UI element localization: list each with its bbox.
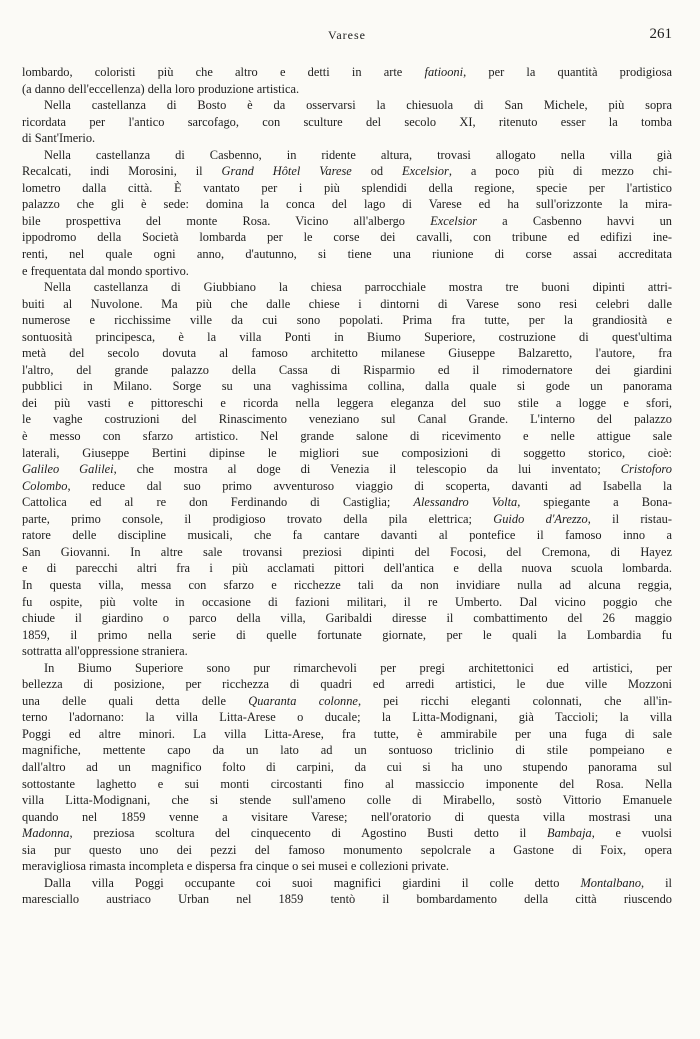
text-line: lometro dalla città. È vantato per i più splendidi della regione, specie per l'artistico xyxy=(22,180,672,195)
text-line: sottratta all'oppressione straniera. xyxy=(22,644,188,659)
text-line: fu ospite, più volte in occasione di fazioni militari, il re Umberto. Dal vicino poggio che xyxy=(22,594,672,609)
page-number: 261 xyxy=(649,26,672,42)
text-line: (a danno dell'eccellenza) della loro produzione artistica. xyxy=(22,81,300,96)
text-line: Madonna, preziosa scoltura del cinquecento di Agostino Busti detto il Bambaja, e vuolsi xyxy=(22,826,672,841)
text-line: Nella castellanza di Bosto è da osservarsi la chiesuola di San Michele, più sopra xyxy=(44,98,672,113)
text-line: laterali, Giuseppe Bertini dipinse le migliori sue composizioni di soggetto storico, cioè: xyxy=(22,445,672,460)
paragraph xyxy=(22,147,672,279)
text-line: Colombo, reduce dal suo primo avventuroso viaggio di scoperta, davanti ad Isabella la xyxy=(22,478,672,493)
text-line: dei più vasti e pittoreschi e ricorda nella leggera eleganza del suo stile a logge e sfori, xyxy=(22,395,672,410)
text-line: sia pur questo uno dei pezzi del famoso monumento sepolcrale a Gastone di Foix, opera xyxy=(22,842,672,857)
paragraph xyxy=(22,97,672,147)
text-line: numerose e ricchissime ville da cui sono popolati. Prima fra tutte, per la grandiosità e xyxy=(22,313,672,328)
text-line: buiti al Nuvolone. Ma più che dalle chiese i dintorni di Varese sono resi celebri dalle xyxy=(22,296,672,311)
text-line: Recalcati, indi Morosini, il Grand Hôtel Varese od Excelsior, a poco più di mezzo chi- xyxy=(22,164,673,179)
italic-text: Cristoforo xyxy=(620,462,672,477)
italic-text: Quaranta colonne xyxy=(248,693,358,708)
italic-text: Colombo xyxy=(22,478,68,493)
text-line: bellezza di posizione, per ricchezza di quadri ed arredi artistici, le due ville Mozzoni xyxy=(22,677,672,692)
text-line: In questa villa, messa con sfarzo e ricchezze tali da non invidiare nulla ad alcuna reggia, xyxy=(22,577,672,592)
text-line: bile prospettiva del monte Rosa. Vicino all'albergo Excelsior a Casbenno havvi un xyxy=(22,213,672,228)
text-line: le vaghe costruzioni del Rinascimento veneziano sul Canal Grande. L'interno del palazzo xyxy=(22,412,672,427)
italic-text: Guido d'Arezzo xyxy=(493,511,588,526)
italic-text: Grand Hôtel Varese xyxy=(221,164,352,179)
text-line: è messo con sfarzo artistico. Nel grande salone di ricevimento e nelle attigue sale xyxy=(22,429,672,444)
text-line: terno l'adornano: la villa Litta-Arese o ducale; la Litta-Modignani, già Taccioli; la villa xyxy=(22,710,672,725)
text-line: San Giovanni. In altre sale trovansi preziosi dipinti del Focosi, del Cremona, di Hayez xyxy=(22,544,672,559)
paragraph xyxy=(22,64,672,97)
text-line: e di parecchi altri fra i più acclamati pittori dell'antica e della nuova scuola lombarda. xyxy=(22,561,672,576)
italic-text: Madonna xyxy=(22,826,70,841)
text-line: e frequentata dal mondo sportivo. xyxy=(22,263,189,278)
paragraph xyxy=(22,875,672,908)
text-line: villa Litta-Modignani, che si stende sull'ameno colle di Mirabello, sostò Vittorio Emanuele xyxy=(22,793,672,808)
text-line: ratore delle discipline musicali, che fa cantare davanti al pontefice il famoso inno a xyxy=(22,528,672,543)
text-line: lombardo, coloristi più che altro e detti in arte fatiooni, per la quantità prodigiosa xyxy=(22,65,672,79)
running-header xyxy=(22,26,672,48)
body-text xyxy=(22,64,672,908)
text-line: Cattolica ed al re don Ferdinando di Castiglia; Alessandro Volta, spiegante a Bona- xyxy=(22,495,672,510)
text-line: una delle quali detta delle Quaranta colonne, pei ricchi eleganti colonnati, che all'in- xyxy=(22,693,672,708)
text-line: pubblici in Milano. Sorge su una vaghissima collina, dalla quale si gode un panorama xyxy=(22,379,672,394)
text-line: 1859, il primo nella serie di quelle fortunate giornate, per le quali la Lombardia fu xyxy=(22,627,672,642)
italic-text: Bambaja xyxy=(547,826,592,841)
italic-text: Montalbano xyxy=(580,875,642,890)
text-line: metà del secolo dovuta al famoso architetto milanese Giuseppe Balzaretto, l'autore, fra xyxy=(22,346,672,361)
italic-text: Galileo Galilei xyxy=(22,462,114,477)
text-line: sottostante laghetto e sui monti circostanti fino al massiccio imponente del Rosa. Nella xyxy=(22,776,672,791)
italic-text: fatiooni xyxy=(424,65,464,79)
italic-text: Alessandro Volta xyxy=(413,495,518,510)
italic-text: Excelsior xyxy=(402,164,449,179)
paragraph xyxy=(22,279,672,660)
italic-text: Excelsior xyxy=(430,213,477,228)
text-line: Galileo Galilei, che mostra al doge di Venezia il telescopio da lui inventato; Cristoforo xyxy=(22,462,672,477)
text-line: renti, nel quale ogni anno, d'autunno, si tiene una riunione di corse assai accreditata xyxy=(22,247,672,262)
text-line: ricordata per l'antico sarcofago, con sculture del secolo XI, ritenuto esser la tomba xyxy=(22,114,672,129)
text-line: Nella castellanza di Casbenno, in ridente altura, trovasi allogato nella villa già xyxy=(44,147,672,162)
text-line: dall'altro ad un magnifico folto di carpini, da cui si ha uno stupendo panorama sul xyxy=(22,759,672,774)
running-title: Varese xyxy=(328,28,366,42)
text-line: maresciallo austriaco Urban nel 1859 tentò il bombardamento della città riuscendo xyxy=(22,892,672,907)
text-line: Poggi ed altre minori. La villa Litta-Arese, fra tutte, è ammirabile per una fuga di sale xyxy=(22,726,672,741)
text-line: meravigliosa rimasta incompleta e dispersa fra cinque o sei musei e collezioni private. xyxy=(22,859,449,874)
text-line: magnifiche, mettente capo da un lato ad un sontuoso triclinio di stile pompeiano e xyxy=(22,743,672,758)
text-line: chiude il giardino o parco della villa, Garibaldi diresse il combattimento del 26 maggio xyxy=(22,611,672,626)
text-line: palazzo che gli è sede: domina la conca del lago di Varese ed ha sull'orizzonte la mira- xyxy=(22,197,672,212)
text-line: quando nel 1859 venne a visitare Varese; nell'oratorio di questa villa mostrasi una xyxy=(22,809,672,824)
text-line: ippodromo della Società lombarda per le corse dei cavalli, con tribune ed edifizi ine- xyxy=(22,230,672,245)
text-line: sontuosità principesca, è la villa Ponti in Biumo Superiore, costruzione di quest'ultima xyxy=(22,329,672,344)
text-line: di Sant'Imerio. xyxy=(22,131,96,146)
text-line: Nella castellanza di Giubbiano la chiesa parrocchiale mostra tre buoni dipinti attri- xyxy=(44,280,672,295)
text-line: In Biumo Superiore sono pur rimarchevoli per pregi architettonici ed artistici, per xyxy=(44,660,672,675)
text-line: l'altro, del grande palazzo della Cassa di Risparmio ed il rimodernatore dei giardini xyxy=(22,362,672,377)
text-line: Dalla villa Poggi occupante coi suoi magnifici giardini il colle detto Montalbano, il xyxy=(44,875,672,890)
paragraph xyxy=(22,660,672,875)
text-line: parte, primo console, il prodigioso trovato della pila elettrica; Guido d'Arezzo, il ristau- xyxy=(22,511,672,526)
